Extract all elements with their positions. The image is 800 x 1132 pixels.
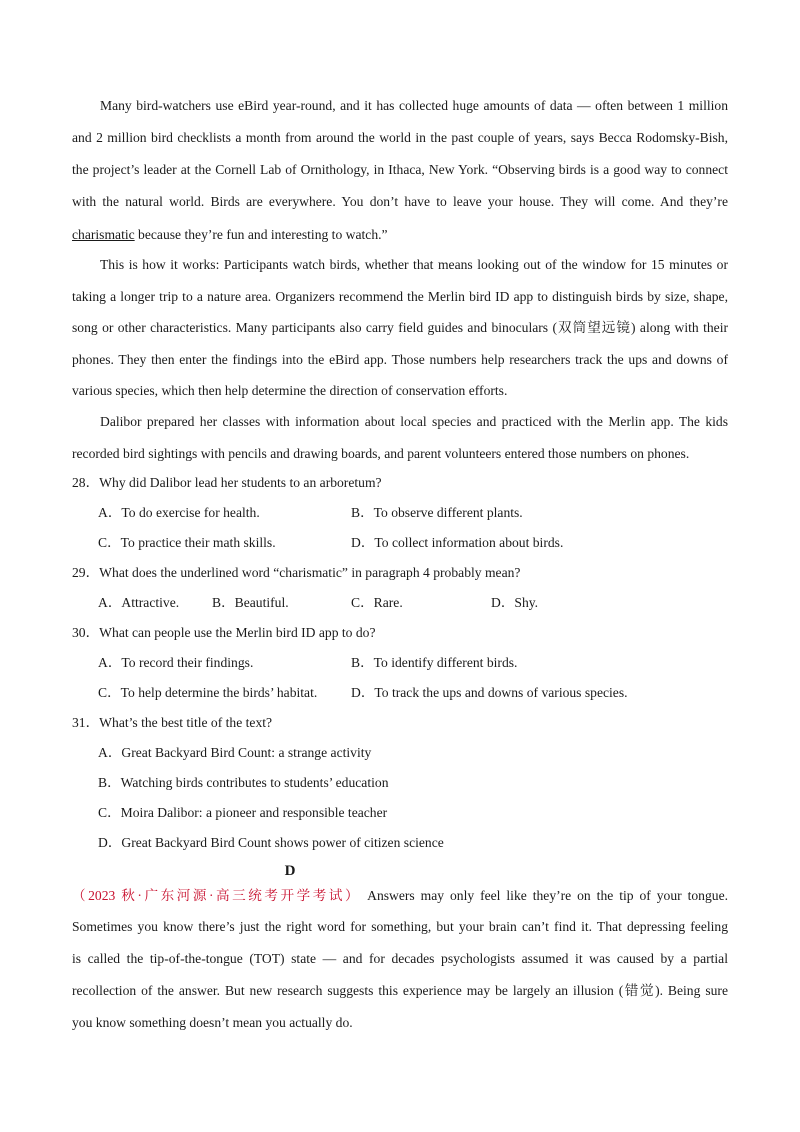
question-29-option-c: C．Rare. [351, 595, 403, 610]
source-tag: （2023 秋·广东河源·高三统考开学考试） [72, 888, 362, 903]
underlined-word: charismatic [72, 227, 135, 242]
passage-d-line5: you know something doesn’t mean you actually do. [72, 1015, 353, 1030]
question-29-option-b: B．Beautiful. [212, 595, 289, 610]
question-30-option-c: C．To help determine the birds’ habitat. [98, 685, 318, 700]
question-30-stem: 30．What can people use the Merlin bird ID app to do? [72, 625, 376, 640]
question-29-option-a: A．Attractive. [98, 595, 180, 610]
question-28-stem: 28．Why did Dalibor lead her students to an arboretum? [72, 475, 382, 490]
question-28-option-a: A．To do exercise for health. [98, 505, 260, 520]
question-28-option-c: C．To practice their math skills. [98, 535, 276, 550]
question-28-option-d: D．To collect information about birds. [351, 535, 564, 550]
passage-c-p2-line5: various species, which then help determine the direction of conservation efforts. [72, 383, 508, 398]
passage-c-p3-line2: recorded bird sightings with pencils and drawing boards, and parent volunteers entered those numbers on phones. [72, 446, 690, 461]
passage-c-p1-line5 [72, 225, 728, 245]
passage-c-p1-line2: and 2 million bird checklists a month from around the world in the past couple of years, says Becca Rodomsky-Bish, [72, 130, 728, 145]
section-d-heading: D [284, 863, 296, 879]
passage-c-p1-line4: with the natural world. Birds are everywhere. You don’t have to leave your house. They will come. And they’re [72, 194, 728, 209]
passage-c-p1-line5-rest: because they’re fun and interesting to watch.” [134, 227, 388, 242]
passage-c-p2-line3: song or other characteristics. Many participants also carry field guides and binoculars (双筒望远镜) along with their [72, 320, 728, 335]
question-31-option-b: B．Watching birds contributes to students’ education [98, 775, 389, 790]
passage-d-line2: Sometimes you know there’s just the right word for something, but your brain can’t find it. That depressing feeling [72, 919, 728, 934]
passage-d-line3: is called the tip-of-the-tongue (TOT) state — and for decades psychologists assumed it was caused by a partial [72, 951, 728, 966]
question-30-option-b: B．To identify different birds. [351, 655, 518, 670]
question-31-stem: 31．What’s the best title of the text? [72, 715, 273, 730]
passage-c-p2-line4: phones. They then enter the findings into the eBird app. Those numbers help researchers track the ups and downs of [72, 352, 728, 367]
passage-c-p3-line1: Dalibor prepared her classes with information about local species and practiced with the Merlin app. The kids [100, 414, 728, 429]
passage-c-p1-line3: the project’s leader at the Cornell Lab of Ornithology, in Ithaca, New York. “Observing birds is a good way to connect [72, 162, 728, 177]
question-30-option-d: D．To track the ups and downs of various species. [351, 685, 628, 700]
passage-c-p2-line2: taking a longer trip to a nature area. Organizers recommend the Merlin bird ID app to distinguish birds by size, shape, [72, 289, 728, 304]
passage-d-line1 [72, 886, 728, 906]
passage-d-line4: recollection of the answer. But new research suggests this experience may be largely an illusion (错觉). Being sure [72, 983, 728, 998]
question-30-option-a: A．To record their findings. [98, 655, 254, 670]
question-31-option-d: D．Great Backyard Bird Count shows power of citizen science [98, 835, 444, 850]
question-28-option-b: B．To observe different plants. [351, 505, 523, 520]
passage-c-p1-line1: Many bird-watchers use eBird year-round, and it has collected huge amounts of data — often between 1 million [100, 98, 728, 113]
question-31-option-c: C．Moira Dalibor: a pioneer and responsible teacher [98, 805, 388, 820]
question-29-stem: 29．What does the underlined word “charismatic” in paragraph 4 probably mean? [72, 565, 521, 580]
passage-c-p2-line1: This is how it works: Participants watch birds, whether that means looking out of the window for 15 minutes or [100, 257, 728, 272]
passage-d-line1-rest: Answers may only feel like they’re on the tip of your tongue. [367, 888, 728, 903]
question-29-option-d: D．Shy. [491, 595, 539, 610]
question-31-option-a: A．Great Backyard Bird Count: a strange activity [98, 745, 372, 760]
